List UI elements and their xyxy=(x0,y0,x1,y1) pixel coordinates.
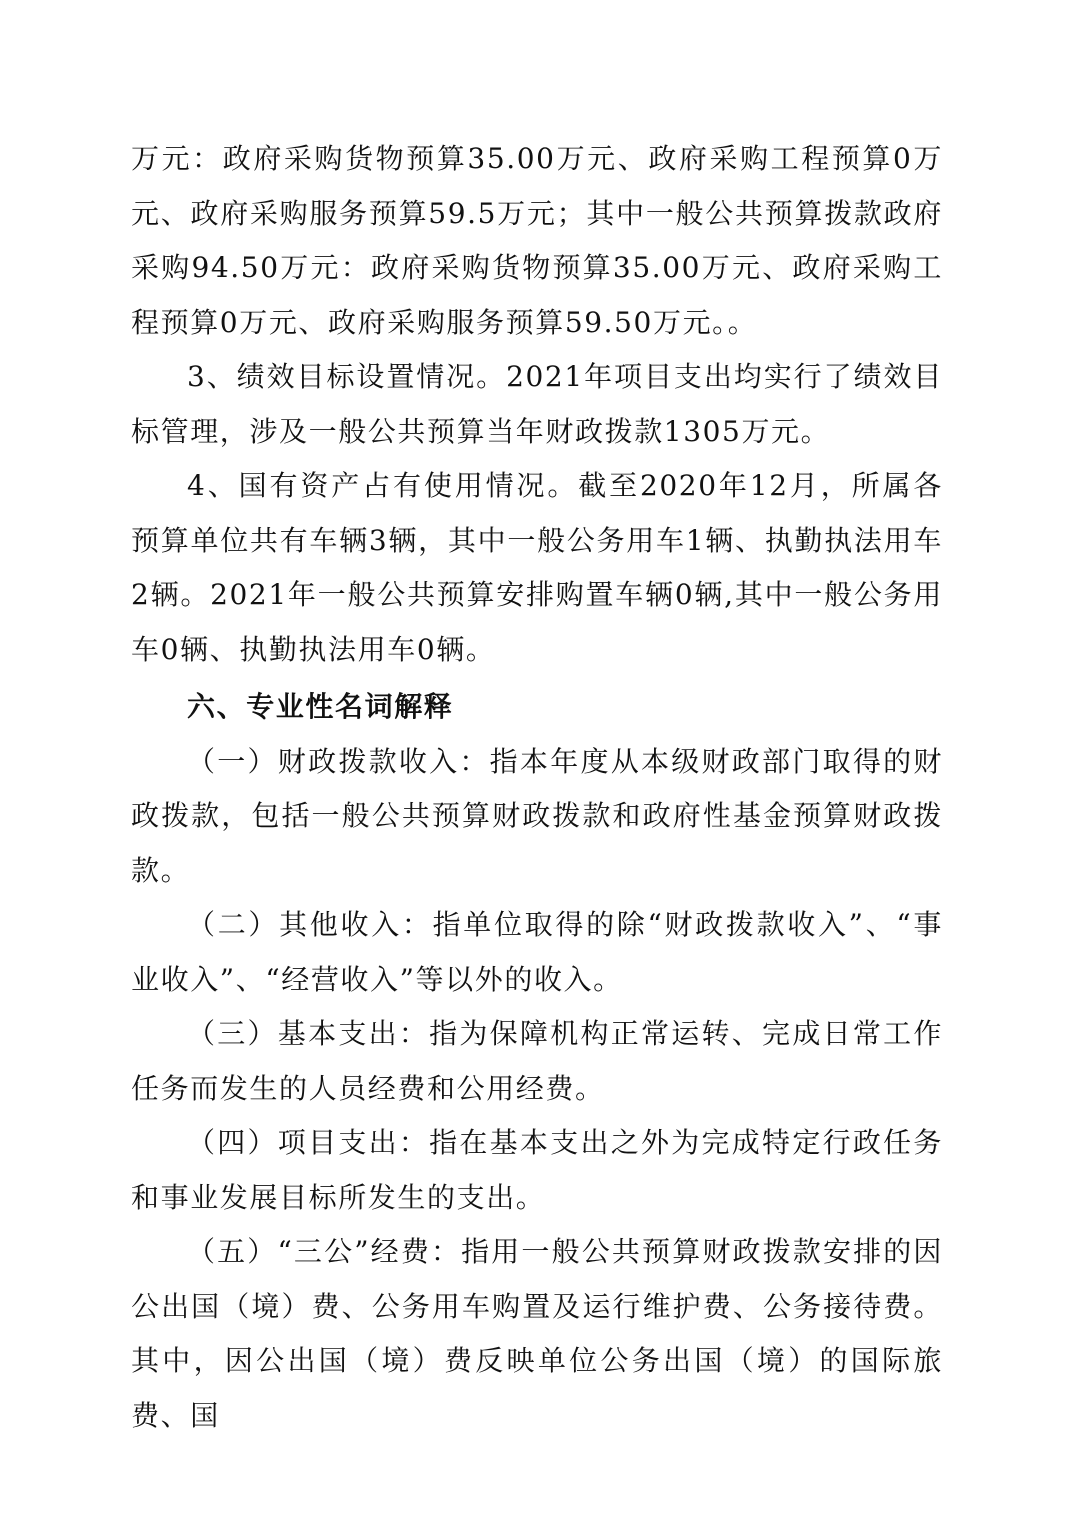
definition-other-income: （二）其他收入：指单位取得的除“财政拨款收入”、“事业收入”、“经营收入”等以外的收入。 xyxy=(131,908,943,996)
paragraph-performance-targets: 3、绩效目标设置情况。2021年项目支出均实行了绩效目标管理，涉及一般公共预算当年财政拨款1305万元。 xyxy=(131,360,943,448)
paragraph-continuation: 万元：政府采购货物预算35.00万元、政府采购工程预算0万元、政府采购服务预算59.5万元；其中一般公共预算拨款政府采购94.50万元：政府采购货物预算35.00万元、政府采购工程预算0万元、政府采购服务预算59.50万元。。 xyxy=(131,142,943,339)
paragraph-state-assets: 4、国有资产占有使用情况。截至2020年12月，所属各预算单位共有车辆3辆，其中一般公务用车1辆、执勤执法用车2辆。2021年一般公共预算安排购置车辆0辆,其中一般公务用车0辆、执勤执法用车0辆。 xyxy=(131,469,943,666)
definition-three-public-expenses: （五）“三公”经费：指用一般公共预算财政拨款安排的因公出国（境）费、公务用车购置及运行维护费、公务接待费。其中，因公出国（境）费反映单位公务出国（境）的国际旅费、国 xyxy=(131,1235,943,1432)
document-body xyxy=(131,132,943,1443)
definition-project-expenditure: （四）项目支出：指在基本支出之外为完成特定行政任务和事业发展目标所发生的支出。 xyxy=(131,1126,943,1214)
section-heading: 六、专业性名词解释 xyxy=(187,690,454,723)
definition-basic-expenditure: （三）基本支出：指为保障机构正常运转、完成日常工作任务而发生的人员经费和公用经费。 xyxy=(131,1017,943,1105)
definition-fiscal-appropriation-income: （一）财政拨款收入：指本年度从本级财政部门取得的财政拨款，包括一般公共预算财政拨款和政府性基金预算财政拨款。 xyxy=(131,744,943,887)
